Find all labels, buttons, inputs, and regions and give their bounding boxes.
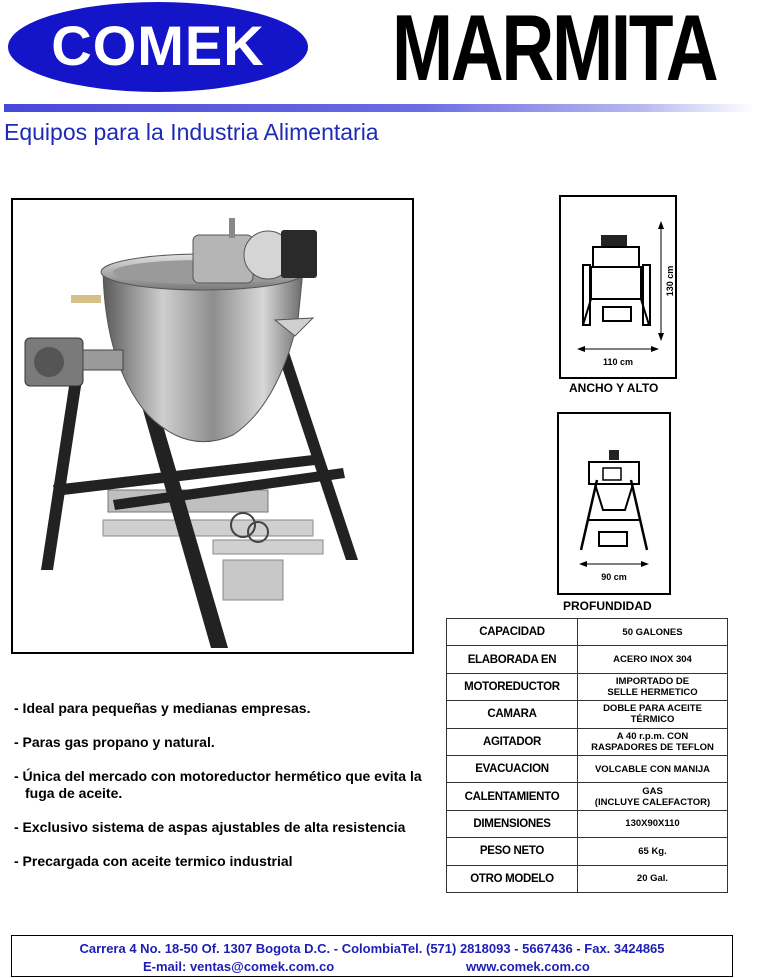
specs-row	[447, 673, 728, 700]
spec-value	[578, 673, 728, 700]
logo-text: COMEK	[51, 14, 265, 77]
kettle-body	[103, 270, 303, 442]
specs-table-body	[447, 619, 728, 893]
marmita-illustration	[13, 200, 412, 652]
spec-value-line: 65 Kg.	[638, 845, 667, 857]
feature-item: - Ideal para pequeñas y medianas empresas.	[14, 700, 311, 716]
feature-item: - Precargada con aceite termico industrial	[14, 853, 293, 869]
feature-item: - Exclusivo sistema de aspas ajustables de alta resistencia	[14, 819, 406, 835]
spec-value	[578, 783, 728, 810]
feature-item: - Paras gas propano y natural.	[14, 734, 215, 750]
spec-value-line: 20 Gal.	[636, 873, 669, 885]
header-divider-bar	[4, 104, 754, 112]
spec-value	[578, 865, 728, 892]
features-list	[14, 700, 434, 887]
page-title: MARMITA	[392, 0, 717, 100]
side-view-drawing	[559, 414, 669, 593]
specs-row	[447, 838, 728, 865]
spec-value	[578, 838, 728, 865]
spec-value	[578, 810, 728, 837]
specs-row	[447, 728, 728, 755]
spec-key: EVACUACION	[447, 755, 578, 782]
specs-row	[447, 865, 728, 892]
spec-key: OTRO MODELO	[447, 865, 578, 892]
footer-email[interactable]: E-mail: ventas@comek.com.co	[143, 959, 335, 974]
spec-value	[578, 701, 728, 728]
spec-value-line: DOBLE PARA ACEITE	[603, 703, 702, 715]
spec-value	[578, 619, 728, 646]
specs-row	[447, 646, 728, 673]
footer-website[interactable]: www.comek.com.co	[466, 959, 590, 974]
spec-value-line: RASPADORES DE TEFLON	[591, 741, 714, 753]
front-view-drawing	[561, 197, 675, 377]
spec-key: CAPACIDAD	[447, 619, 578, 646]
spec-key: CALENTAMIENTO	[447, 783, 578, 810]
spec-key: DIMENSIONES	[447, 810, 578, 837]
product-photo	[11, 198, 414, 654]
height-dimension: 130 cm	[665, 265, 675, 297]
spec-value-line: (INCLUYE CALEFACTOR)	[594, 796, 711, 808]
comek-logo	[8, 2, 308, 92]
spec-value-line: GAS	[642, 785, 663, 797]
spec-value	[578, 646, 728, 673]
spec-key: MOTOREDUCTOR	[447, 673, 578, 700]
spec-value-line: 50 GALONES	[622, 626, 683, 638]
spec-value-line: IMPORTADO DE	[615, 675, 690, 687]
specs-row	[447, 783, 728, 810]
specs-row	[447, 810, 728, 837]
front-view-diagram	[559, 195, 677, 379]
width-dimension: 110 cm	[602, 357, 634, 367]
top-motor	[193, 218, 317, 283]
front-view-label: ANCHO Y ALTO	[569, 381, 659, 395]
spec-key: AGITADOR	[447, 728, 578, 755]
spec-key: CAMARA	[447, 701, 578, 728]
feature-item: - Única del mercado con motoreductor hermético que evita la fuga de aceite.	[14, 768, 422, 801]
footer-contact-box	[11, 935, 733, 977]
footer-address: Carrera 4 No. 18-50 Of. 1307 Bogota D.C. - ColombiaTel. (571) 2818093 - 5667436 - Fax. 3424865	[79, 941, 665, 956]
specs-row	[447, 619, 728, 646]
specs-table	[446, 618, 728, 893]
spec-value-line: 130X90X110	[625, 818, 680, 830]
spec-value-line: TÉRMICO	[630, 714, 675, 726]
spec-value-line: ACERO INOX 304	[613, 654, 692, 666]
spec-value-line: A 40 r.p.m. CON	[616, 730, 689, 742]
spec-key: PESO NETO	[447, 838, 578, 865]
spec-value-line: VOLCABLE CON MANIJA	[594, 763, 711, 775]
spec-value	[578, 755, 728, 782]
side-view-diagram	[557, 412, 671, 595]
page-subtitle: Equipos para la Industria Alimentaria	[4, 119, 379, 145]
spec-value	[578, 728, 728, 755]
spec-key: ELABORADA EN	[447, 646, 578, 673]
specs-row	[447, 701, 728, 728]
spec-value-line: SELLE HERMETICO	[607, 686, 698, 698]
specs-row	[447, 755, 728, 782]
side-view-label: PROFUNDIDAD	[563, 599, 652, 613]
depth-dimension: 90 cm	[601, 572, 627, 582]
